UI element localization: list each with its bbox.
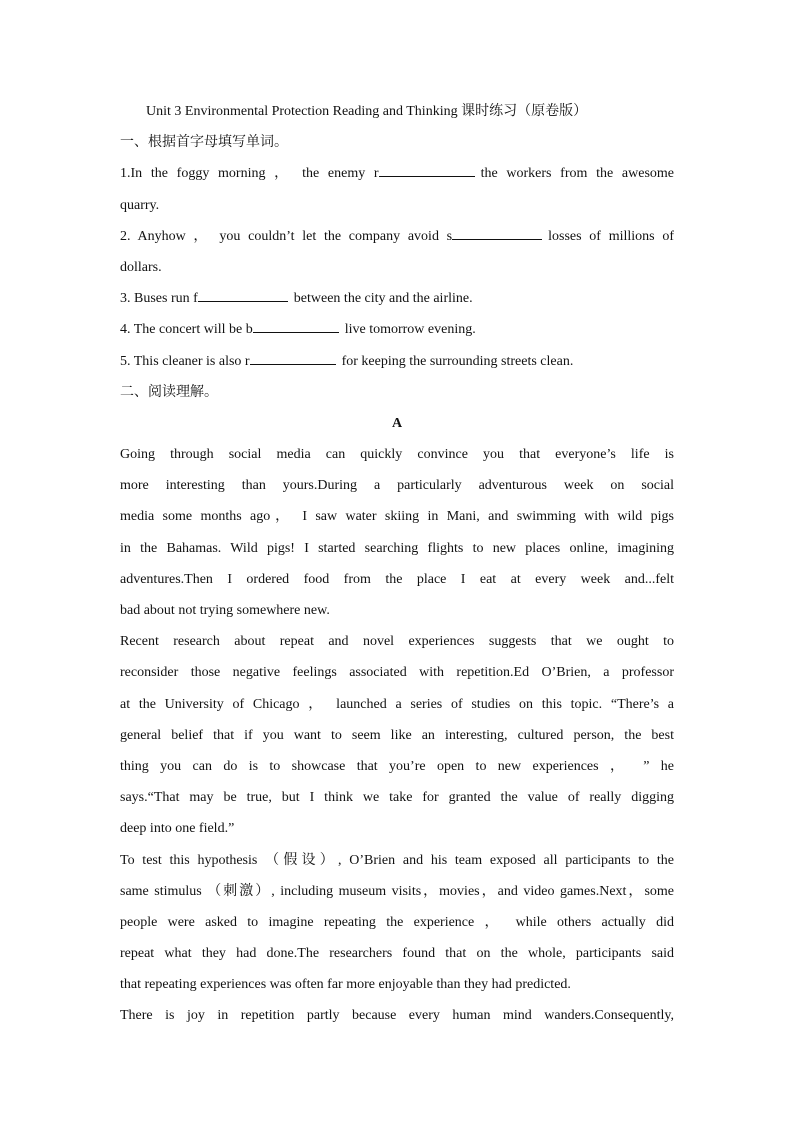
passage-line: that repeating experiences was often far more enjoyable than they had predicted. — [120, 977, 571, 993]
section1-heading: 一、根据首字母填写单词。 — [120, 134, 288, 151]
document-page — [120, 96, 674, 1032]
answer-blank-5[interactable] — [250, 350, 336, 365]
answer-blank-3[interactable] — [198, 287, 288, 302]
item-text-after: losses of millions of — [548, 228, 674, 244]
exercise-item-2-cont: dollars. — [120, 259, 162, 275]
answer-blank-2[interactable] — [452, 225, 542, 240]
item-text-before: 5. This cleaner is also r — [120, 353, 250, 369]
exercise-item-4 — [120, 314, 674, 345]
passage-line: more interesting than yours.During a particularly adventurous week on social — [120, 478, 674, 494]
passage-line: There is joy in repetition partly because every human mind wanders.Consequently, — [120, 1008, 674, 1024]
reading-passage — [120, 439, 674, 1032]
exercise-item-1-cont: quarry. — [120, 197, 160, 213]
exercise-item-1 — [120, 158, 674, 189]
item-text-after: live tomorrow evening. — [344, 322, 476, 338]
document-title: Unit 3 Environmental Protection Reading and Thinking 课时练习（原卷版） — [146, 104, 588, 119]
exercise-item-5 — [120, 346, 674, 377]
passage-line: adventures.Then I ordered food from the place I eat at every week and...felt — [120, 571, 674, 587]
passage-line: To test this hypothesis （假设）, O’Brien and his team exposed all participants to the — [120, 852, 674, 868]
item-text-before: 1.In the foggy morning ， the enemy r — [120, 166, 379, 182]
exercise-item-2 — [120, 221, 674, 252]
item-text-before: 2. Anyhow ， you couldn’t let the company avoid s — [120, 228, 453, 244]
answer-blank-4[interactable] — [253, 318, 339, 333]
passage-line: reconsider those negative feelings associated with repetition.Ed O’Brien, a professor — [120, 665, 674, 681]
passage-line: deep into one field.” — [120, 821, 235, 837]
passage-line: media some months ago， I saw water skiing in Mani, and swimming with wild pigs — [120, 509, 674, 525]
passage-line: at the University of Chicago ， launched a series of studies on this topic. “There’s a — [120, 696, 674, 712]
passage-line: in the Bahamas. Wild pigs! I started searching flights to new places online, imagining — [120, 540, 674, 556]
passage-line: thing you can do is to showcase that you’re open to new experiences ， ” he — [120, 758, 674, 774]
item-text-after: the workers from the awesome — [480, 166, 674, 182]
passage-line: people were asked to imagine repeating the experience ， while others actually did — [120, 914, 674, 930]
item-text-before: 3. Buses run f — [120, 291, 198, 307]
passage-line: general belief that if you want to seem like an interesting, cultured person, the best — [120, 727, 674, 743]
passage-line: same stimulus （刺激）, including museum visits，movies，and video games.Next，some — [120, 883, 674, 899]
item-text-before: 4. The concert will be b — [120, 322, 253, 338]
exercise-item-3 — [120, 283, 674, 314]
passage-line: repeat what they had done.The researchers found that on the whole, participants said — [120, 946, 674, 962]
section2-heading: 二、阅读理解。 — [120, 383, 218, 400]
answer-blank-1[interactable] — [379, 162, 475, 177]
item-text-after: between the city and the airline. — [293, 291, 473, 307]
passage-line: Recent research about repeat and novel experiences suggests that we ought to — [120, 634, 674, 650]
passage-label: A — [391, 415, 403, 431]
passage-line: bad about not trying somewhere new. — [120, 603, 330, 618]
item-text-after: for keeping the surrounding streets clean. — [341, 353, 574, 369]
passage-line: Going through social media can quickly convince you that everyone’s life is — [120, 447, 674, 463]
passage-line: says.“That may be true, but I think we take for granted the value of really digging — [120, 790, 674, 806]
